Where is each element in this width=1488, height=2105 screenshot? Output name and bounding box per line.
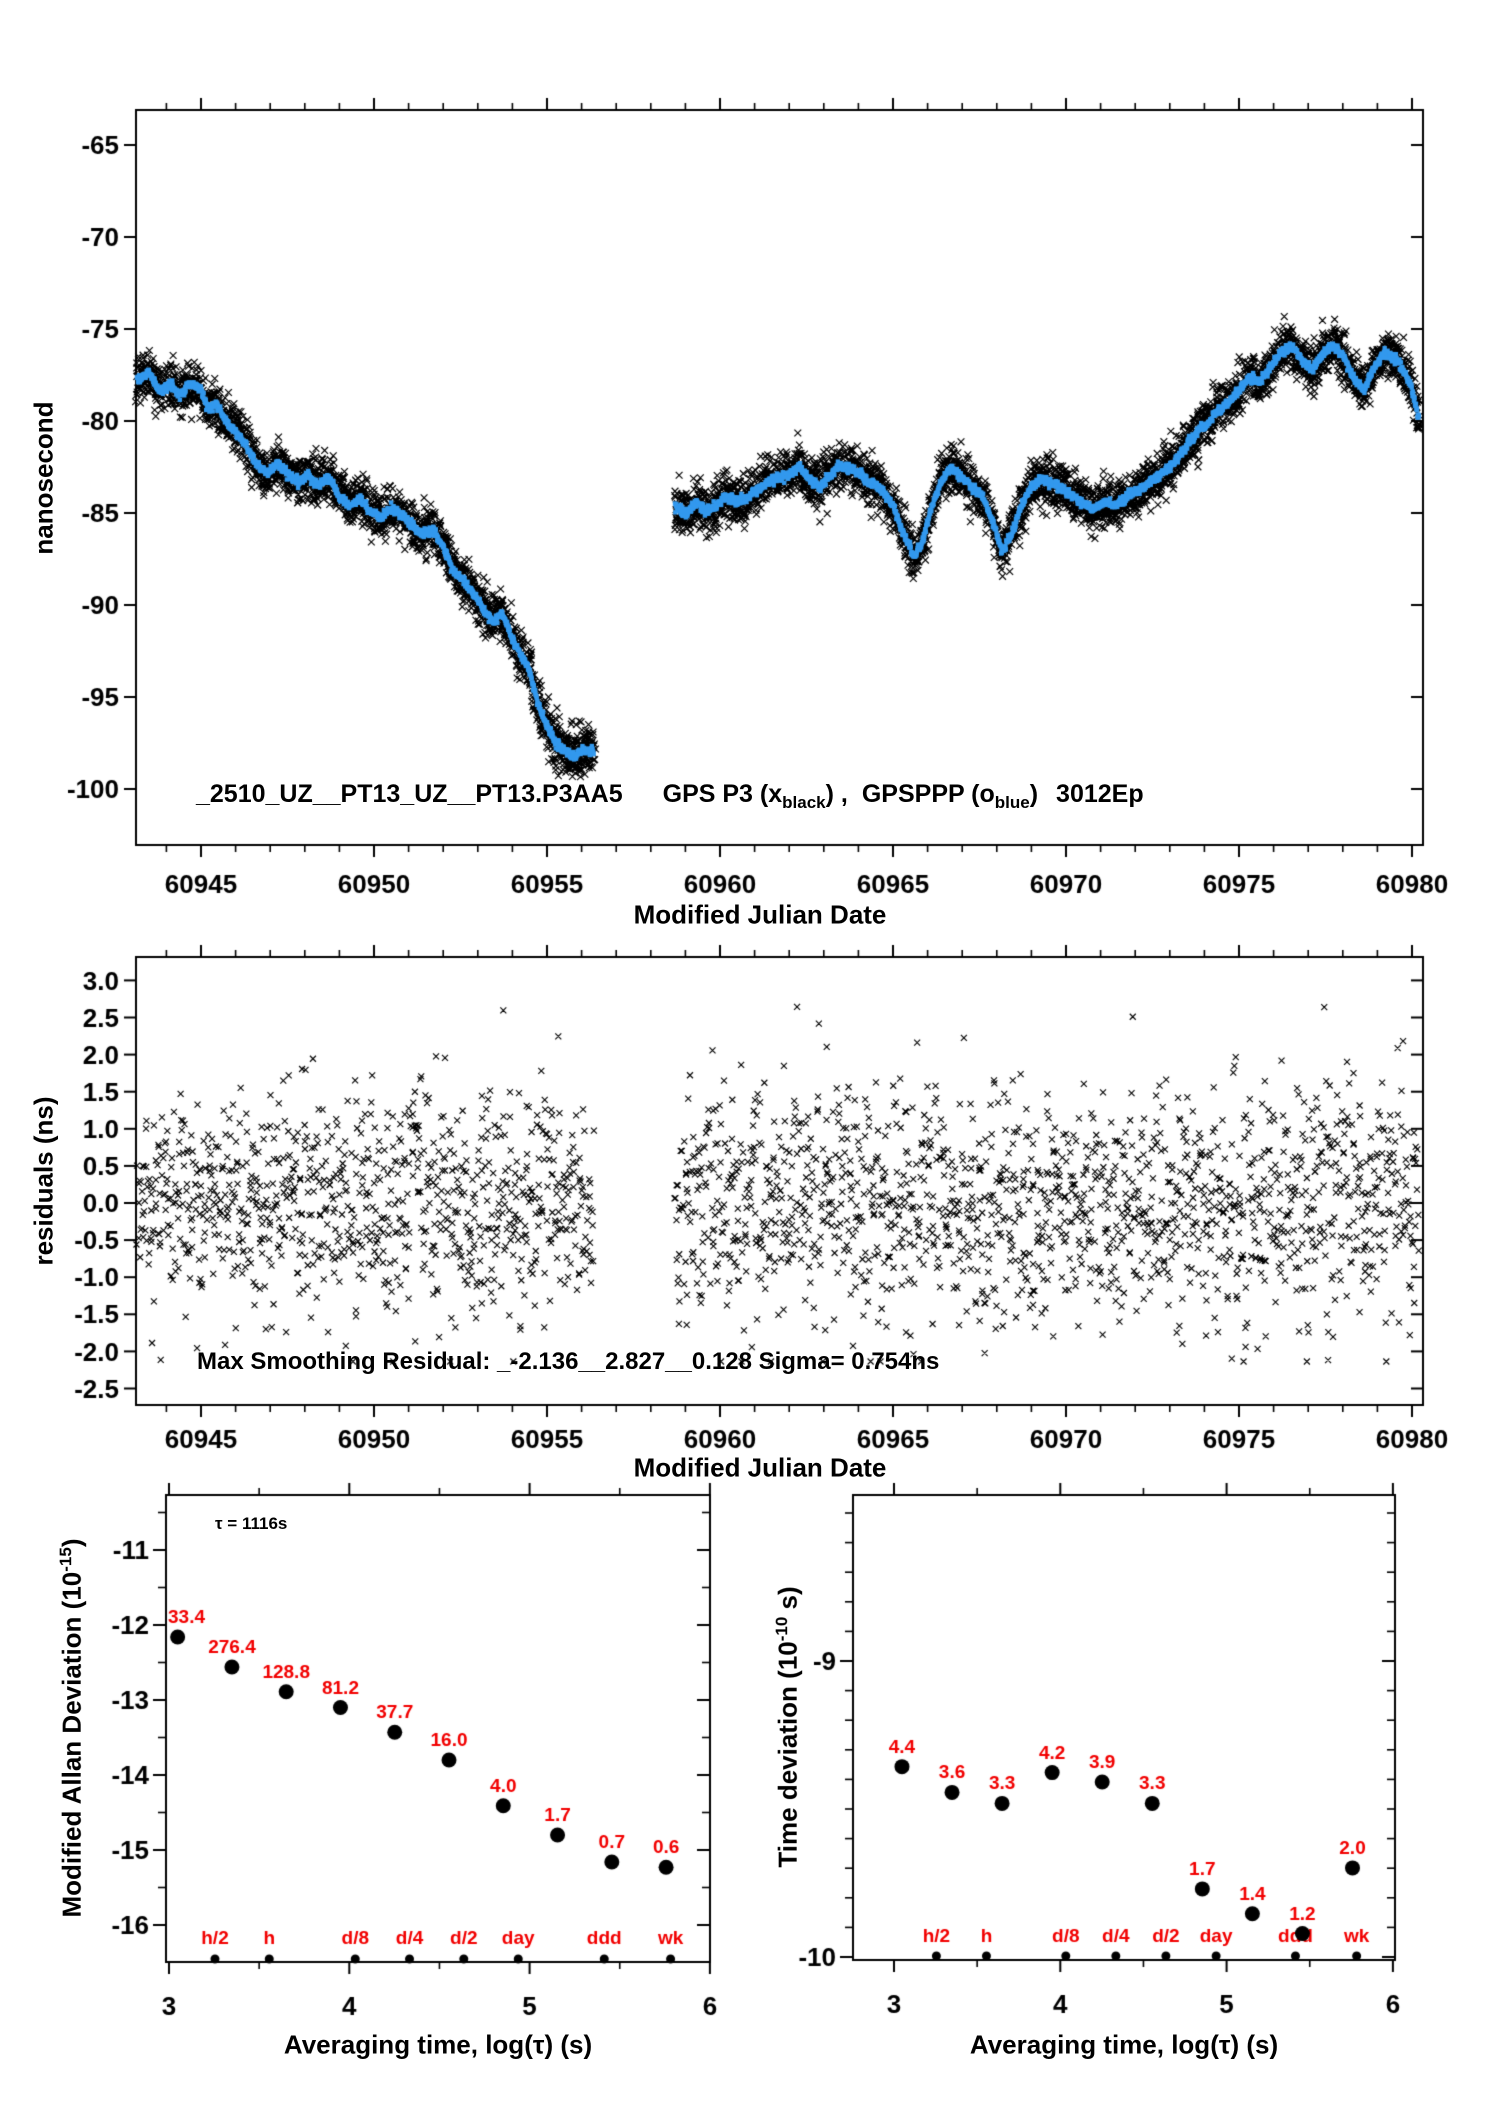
title-ppp: GPSPPP (o (861, 780, 995, 808)
title-code: 3012Ep (1056, 780, 1144, 808)
mdev-ylabel: Modified Allan Deviation $(10^{-15})$ (56, 1538, 87, 1918)
title-close1: ) , (825, 780, 848, 808)
title-sub-blue: blue (994, 793, 1030, 812)
title-file: _2510_UZ__PT13_UZ__PT13.P3AA5 (196, 780, 623, 808)
tdev-ylabel: Time deviation ($10^{-10}$ s) (772, 1586, 803, 1868)
top-inner-title (196, 780, 1144, 813)
title-close2: ) (1029, 780, 1039, 808)
top-ylabel: nanosecond (28, 401, 59, 555)
tdev-xlabel: Averaging time, log(τ) (s) (969, 2029, 1279, 2060)
title-gps: GPS P3 (x (662, 780, 783, 808)
residuals-xlabel: Modified Julian Date (633, 1452, 887, 1483)
residuals-ylabel: residuals (ns) (28, 1096, 59, 1266)
mdev-tau-note: τ = 1116s (215, 1514, 288, 1533)
residuals-annotation: Max Smoothing Residual: _-2.136__2.827__0.128 Sigma= 0.754ns (197, 1348, 940, 1375)
title-sub-black: black (782, 793, 826, 812)
top-xlabel: Modified Julian Date (633, 899, 887, 930)
mdev-xlabel: Averaging time, log(τ) (s) (283, 2029, 593, 2060)
